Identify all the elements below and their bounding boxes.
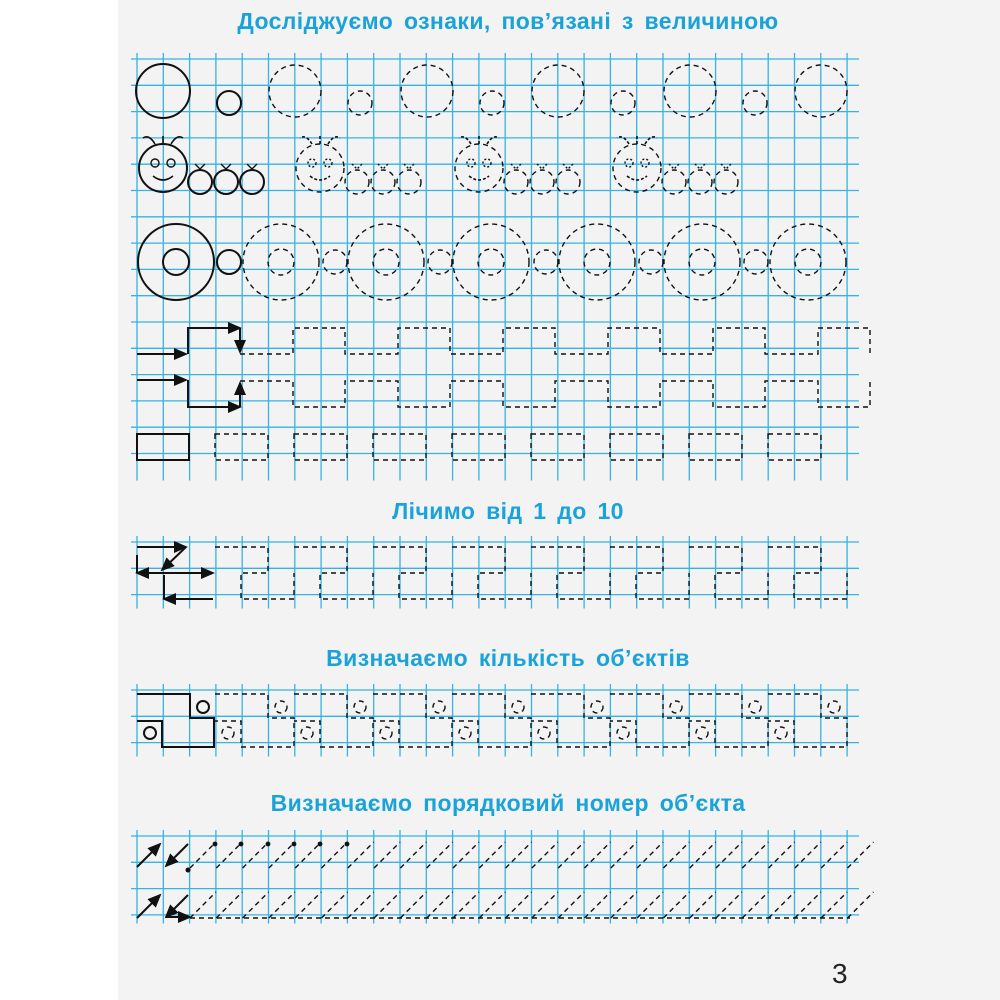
diagonal-trace-bottom [585, 892, 611, 918]
small-ring-trace [591, 701, 603, 713]
diagonal-trace-bottom [690, 892, 716, 918]
diagonal-trace-bottom [453, 892, 479, 918]
diagonal-trace-bottom [322, 892, 348, 918]
grid-block [131, 684, 859, 756]
ring-outer-trace [453, 224, 529, 300]
caterpillar-eye [483, 159, 491, 167]
small-circle-trace [428, 250, 452, 274]
ring-outer-trace [770, 224, 846, 300]
diagonal-trace-top [558, 842, 584, 868]
grid-block [131, 536, 859, 608]
caterpillar-eye [324, 159, 332, 167]
ring-inner-trace [584, 249, 610, 275]
arrow-stroke [188, 328, 240, 354]
diagonal-trace-top [190, 842, 216, 868]
caterpillar-eye [151, 159, 159, 167]
diagonal-trace-bottom [348, 892, 374, 918]
ring-inner-trace [268, 249, 294, 275]
small-ring-trace [380, 727, 392, 739]
ring-outer [138, 224, 214, 300]
diagonal-trace-top [479, 842, 505, 868]
start-dot [318, 842, 323, 847]
diagonal-trace-top [769, 842, 795, 868]
caterpillar-eye [167, 159, 175, 167]
diagonal-trace-top [532, 842, 558, 868]
ring-outer-trace [243, 224, 319, 300]
arrow-stroke [188, 380, 240, 407]
small-ring-trace [749, 701, 761, 713]
diagonal-trace-top [637, 842, 663, 868]
diagonal-trace-top [716, 842, 742, 868]
diagonal-trace-bottom [769, 892, 795, 918]
diagonal-trace-top [742, 842, 768, 868]
diagonal-trace-bottom [795, 892, 821, 918]
diagonal-trace-bottom [190, 892, 216, 918]
small-ring-trace [354, 701, 366, 713]
start-dot [213, 842, 218, 847]
section-title-counting: Лічимо від 1 до 10 [392, 498, 624, 524]
small-ring [197, 701, 209, 713]
diagonal-trace-top [663, 842, 689, 868]
step-trace [294, 547, 373, 599]
diagonal-trace-top [585, 842, 611, 868]
diagonal-trace-bottom [506, 892, 532, 918]
small-ring-trace [617, 727, 629, 739]
diagonal-trace-bottom [374, 892, 400, 918]
ring-inner-trace [795, 249, 821, 275]
small-ring-trace [459, 727, 471, 739]
diagonal-trace-bottom [427, 892, 453, 918]
ring-outer-trace [664, 224, 740, 300]
caterpillar-eye [308, 159, 316, 167]
rectangle-trace [215, 434, 268, 460]
diagonal-trace-top [848, 842, 874, 868]
diagonal-trace-top [348, 842, 374, 868]
diagonal-trace-top [269, 842, 295, 868]
small-circle-trace [744, 250, 768, 274]
small-ring [144, 727, 156, 739]
small-ring-trace [775, 727, 787, 739]
ring-inner-trace [373, 249, 399, 275]
diagonal-trace-bottom [611, 892, 637, 918]
diagonal-trace-top [611, 842, 637, 868]
caterpillar-trace [455, 136, 580, 194]
caterpillar-smile [310, 176, 330, 180]
small-circle-trace [323, 250, 347, 274]
ring-outer-trace [348, 224, 424, 300]
small-ring-trace [301, 727, 313, 739]
diagonal-arrow [166, 895, 188, 917]
caterpillar-trace [613, 136, 738, 194]
diagonal-trace-top [295, 842, 321, 868]
diagonal-trace-bottom [479, 892, 505, 918]
step-trace [689, 547, 768, 599]
small-ring-trace [538, 727, 550, 739]
caterpillar-head [296, 144, 344, 192]
diagonal-trace-top [506, 842, 532, 868]
meander-trace-bottom [240, 381, 870, 407]
page-number: 3 [832, 958, 848, 989]
step-trace [452, 547, 531, 599]
diagonal-trace-bottom [243, 892, 269, 918]
caterpillar-eye [641, 159, 649, 167]
diagonal-trace-bottom [532, 892, 558, 918]
start-dot [292, 842, 297, 847]
diagonal-trace-bottom [848, 892, 874, 918]
caterpillar [139, 136, 264, 194]
ring-inner-trace [689, 249, 715, 275]
small-circle-trace [534, 250, 558, 274]
diagonal-trace-top [690, 842, 716, 868]
diagonal-trace-top [427, 842, 453, 868]
small-ring-trace [696, 727, 708, 739]
arrow-stroke [162, 547, 186, 570]
section-title-ordinal: Визначаємо порядковий номер об’єкта [270, 790, 746, 816]
diagonal-trace-bottom [400, 892, 426, 918]
small-ring-trace [670, 701, 682, 713]
diagonal-trace-bottom [295, 892, 321, 918]
diagonal-trace-top [243, 842, 269, 868]
diagonal-trace-bottom [663, 892, 689, 918]
small-circle [217, 250, 241, 274]
small-circle-trace [639, 250, 663, 274]
section-title-size: Досліджуємо ознаки, пов’язані з величиною [237, 8, 779, 34]
step-trace [373, 547, 452, 599]
big-circle-trace [664, 65, 716, 117]
step-trace [610, 547, 689, 599]
diagonal-trace-top [821, 842, 847, 868]
diagonal-trace-top [795, 842, 821, 868]
caterpillar-eye [467, 159, 475, 167]
diagonal-trace-bottom [742, 892, 768, 918]
diagonal-trace-bottom [269, 892, 295, 918]
big-circle-trace [401, 65, 453, 117]
diagonal-trace-top [374, 842, 400, 868]
diagonal-trace-top [216, 842, 242, 868]
diagonal-trace-bottom [558, 892, 584, 918]
diagonal-trace-bottom [821, 892, 847, 918]
diagonal-trace-top [400, 842, 426, 868]
diagonal-trace-top [322, 842, 348, 868]
ring-outer-trace [559, 224, 635, 300]
step-trace [531, 547, 610, 599]
caterpillar-trace [296, 136, 421, 194]
diagonal-arrow [137, 844, 160, 867]
meander-trace-top [240, 328, 870, 354]
small-ring-trace [433, 701, 445, 713]
start-dot [186, 868, 191, 873]
small-ring-trace [828, 701, 840, 713]
start-dot [239, 842, 244, 847]
step-trace [215, 547, 294, 599]
ring-inner [163, 249, 189, 275]
small-ring-trace [222, 727, 234, 739]
diagonal-trace-bottom [716, 892, 742, 918]
diagonal-trace-bottom [637, 892, 663, 918]
step-trace [768, 547, 847, 599]
section-title-quantity: Визначаємо кількість об’єктів [326, 645, 690, 671]
small-ring-trace [512, 701, 524, 713]
small-ring-trace [275, 701, 287, 713]
caterpillar-eye [625, 159, 633, 167]
diagonal-trace-top [453, 842, 479, 868]
diagonal-trace-bottom [216, 892, 242, 918]
ring-inner-trace [478, 249, 504, 275]
